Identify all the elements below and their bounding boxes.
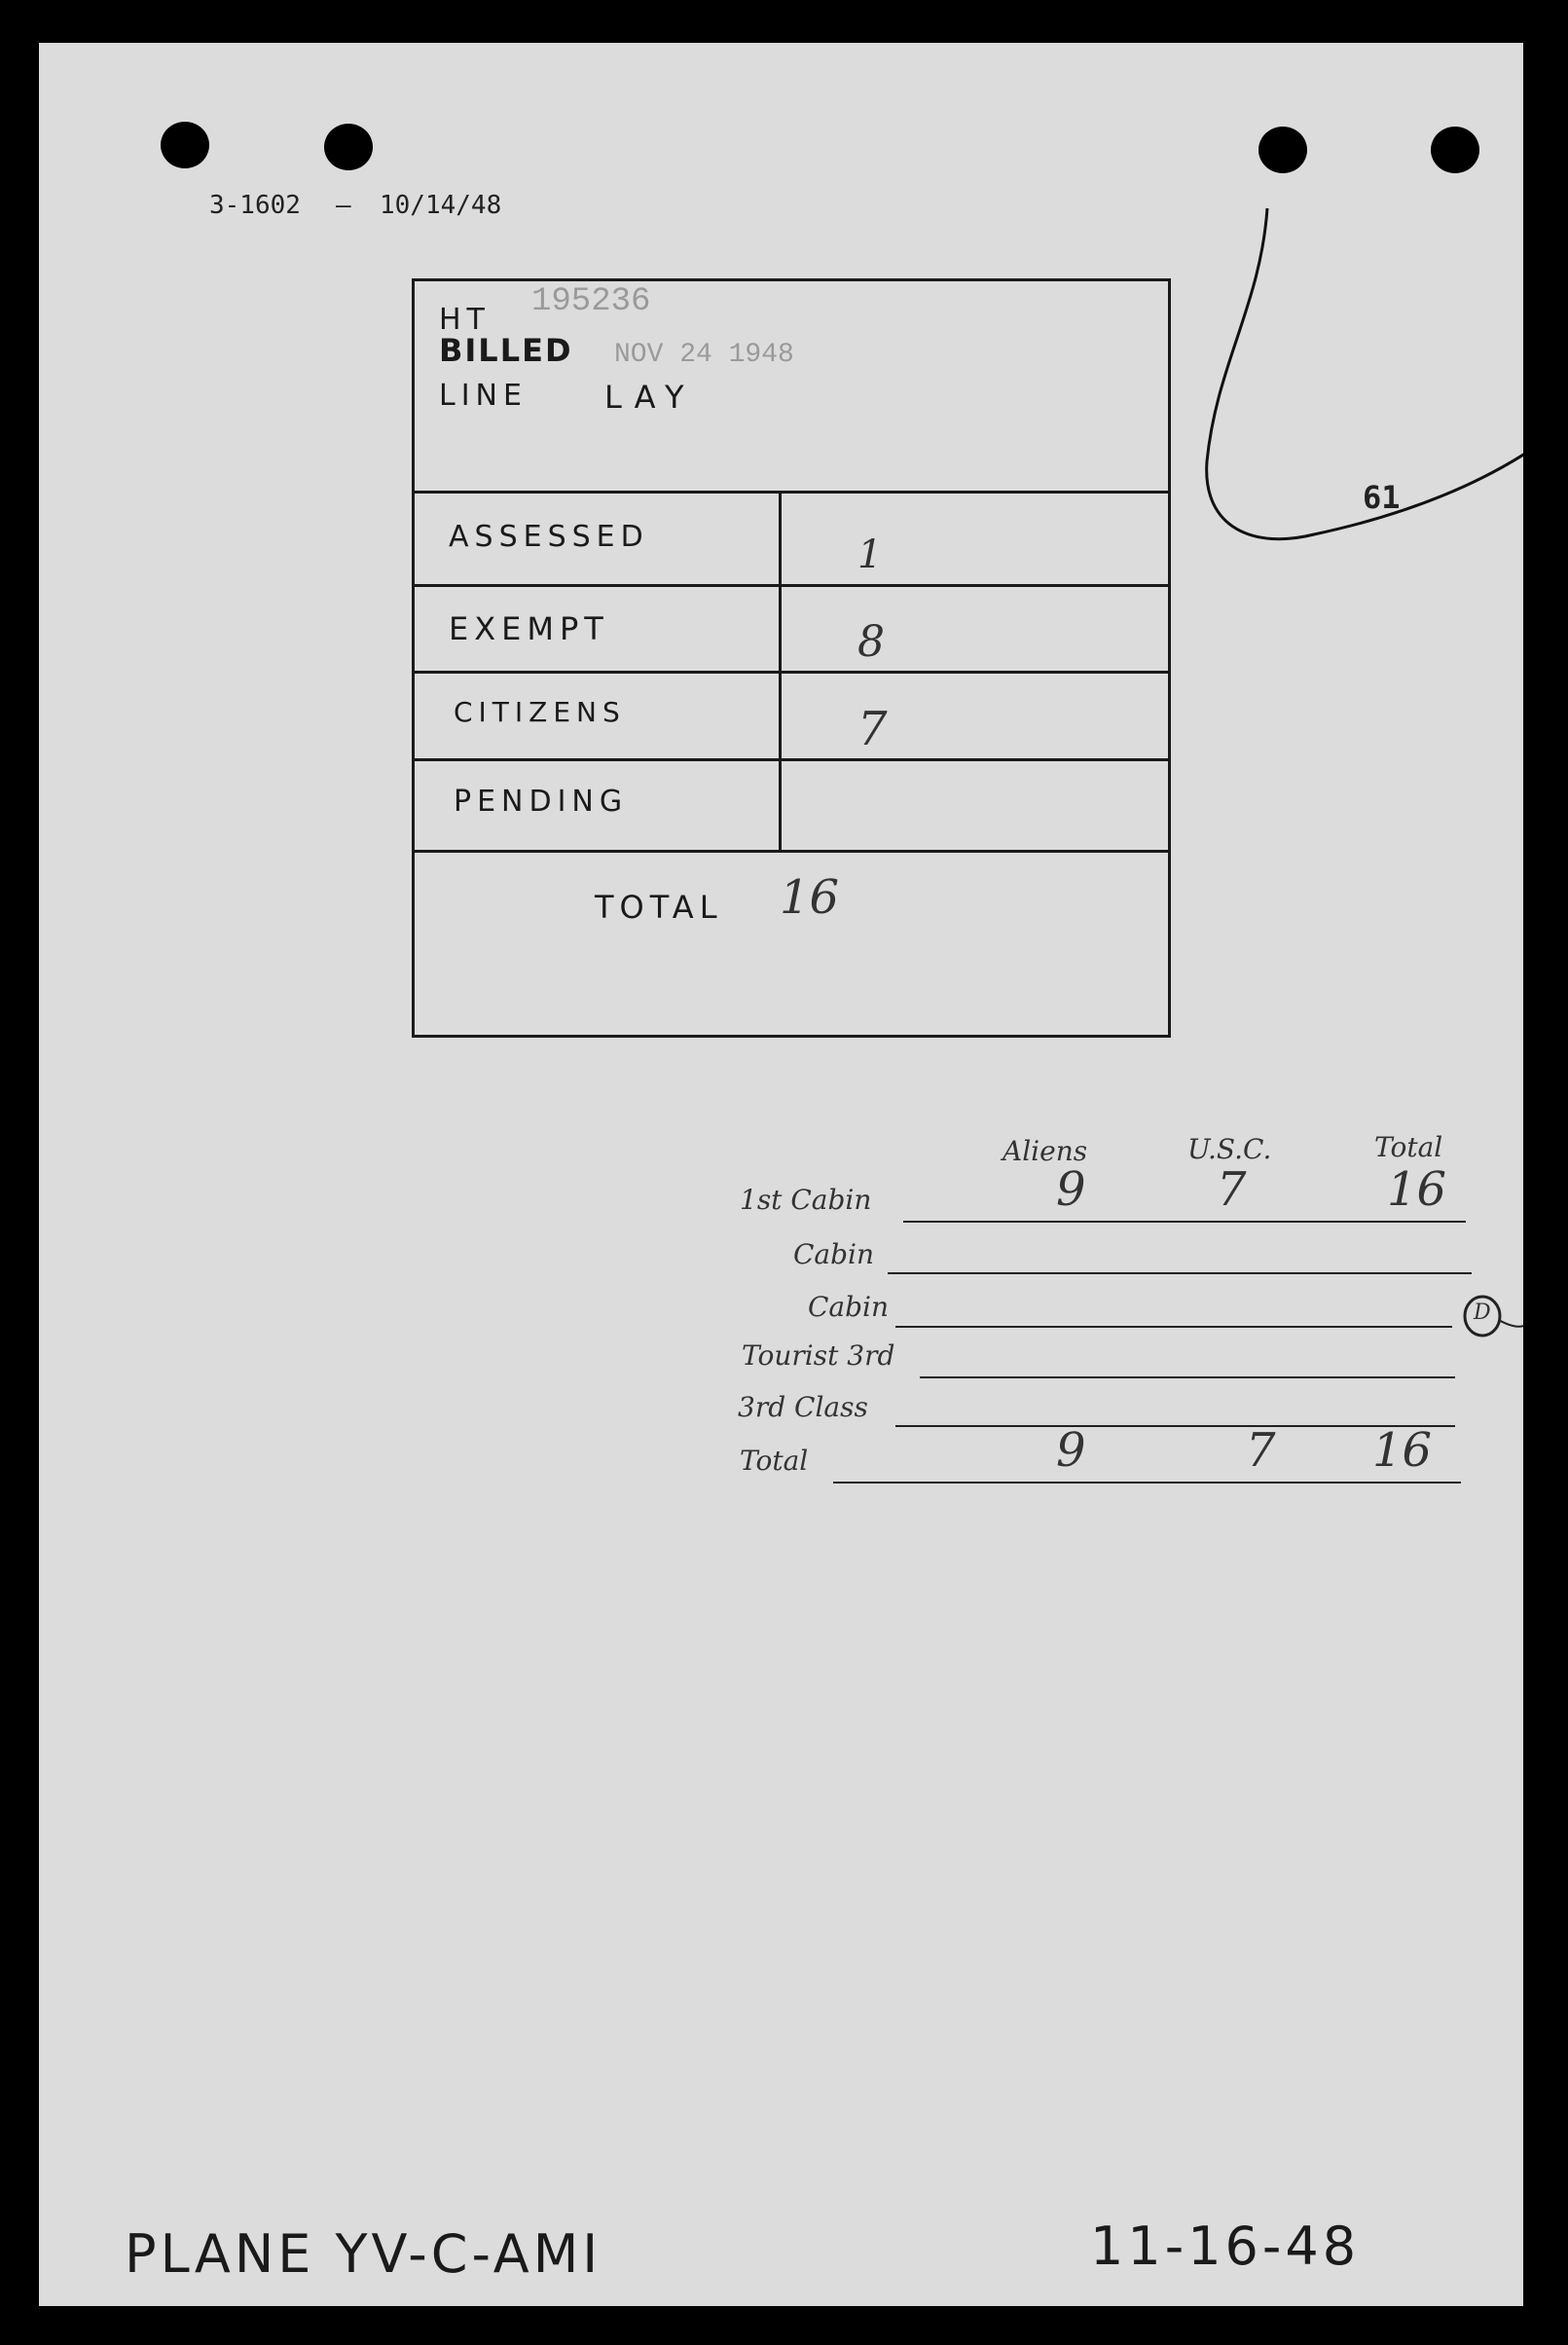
assessed-value: 1 — [857, 532, 883, 577]
document-page — [39, 43, 1523, 2306]
stamp-number: 195236 — [531, 283, 651, 320]
total-label: TOTAL — [595, 889, 723, 926]
row-total-value: 16 — [1372, 1423, 1433, 1478]
citizens-value: 7 — [857, 702, 888, 756]
total-value: 16 — [780, 870, 840, 925]
plane-registration: PLANE YV-C-AMI — [125, 2223, 602, 2285]
line-value: LAY — [604, 379, 696, 416]
column-header-usc: U.S.C. — [1187, 1133, 1272, 1165]
row-label: 1st Cabin — [740, 1184, 872, 1216]
stamp-date: NOV 24 1948 — [614, 340, 794, 370]
header-dash: — — [336, 191, 351, 220]
pending-label: PENDING — [454, 785, 629, 819]
footer-date: 11-16-48 — [1090, 2216, 1361, 2277]
column-header-aliens: Aliens — [1003, 1135, 1088, 1167]
row-line — [833, 1482, 1461, 1484]
row-total-value: 16 — [1387, 1162, 1447, 1217]
row-aliens-value: 9 — [1056, 1423, 1086, 1478]
row-aliens-value: 9 — [1056, 1162, 1086, 1217]
ht-label: HT — [439, 303, 491, 337]
reference-number: 3-1602 — [209, 191, 301, 220]
exempt-label: EXEMPT — [449, 610, 609, 647]
citizens-label: CITIZENS — [454, 696, 626, 728]
row-usc-value: 7 — [1246, 1423, 1276, 1478]
row-label: Tourist 3rd — [742, 1339, 895, 1372]
exempt-value: 8 — [857, 617, 885, 667]
row-line — [895, 1425, 1455, 1427]
row-label: Cabin — [793, 1238, 875, 1270]
row-label: Cabin — [808, 1291, 890, 1323]
row-line — [920, 1376, 1455, 1378]
row-label: Total — [740, 1445, 809, 1477]
row-usc-value: 7 — [1217, 1162, 1247, 1217]
margin-mark: 61 — [1363, 479, 1401, 516]
circled-mark-outline — [39, 43, 1523, 1406]
assessed-label: ASSESSED — [449, 520, 649, 554]
column-header-total: Total — [1374, 1131, 1443, 1163]
line-label: LINE — [439, 379, 528, 413]
circled-mark: D — [1474, 1301, 1491, 1325]
header-date: 10/14/48 — [380, 191, 502, 220]
row-label: 3rd Class — [738, 1391, 868, 1423]
billed-label: BILLED — [439, 332, 573, 369]
